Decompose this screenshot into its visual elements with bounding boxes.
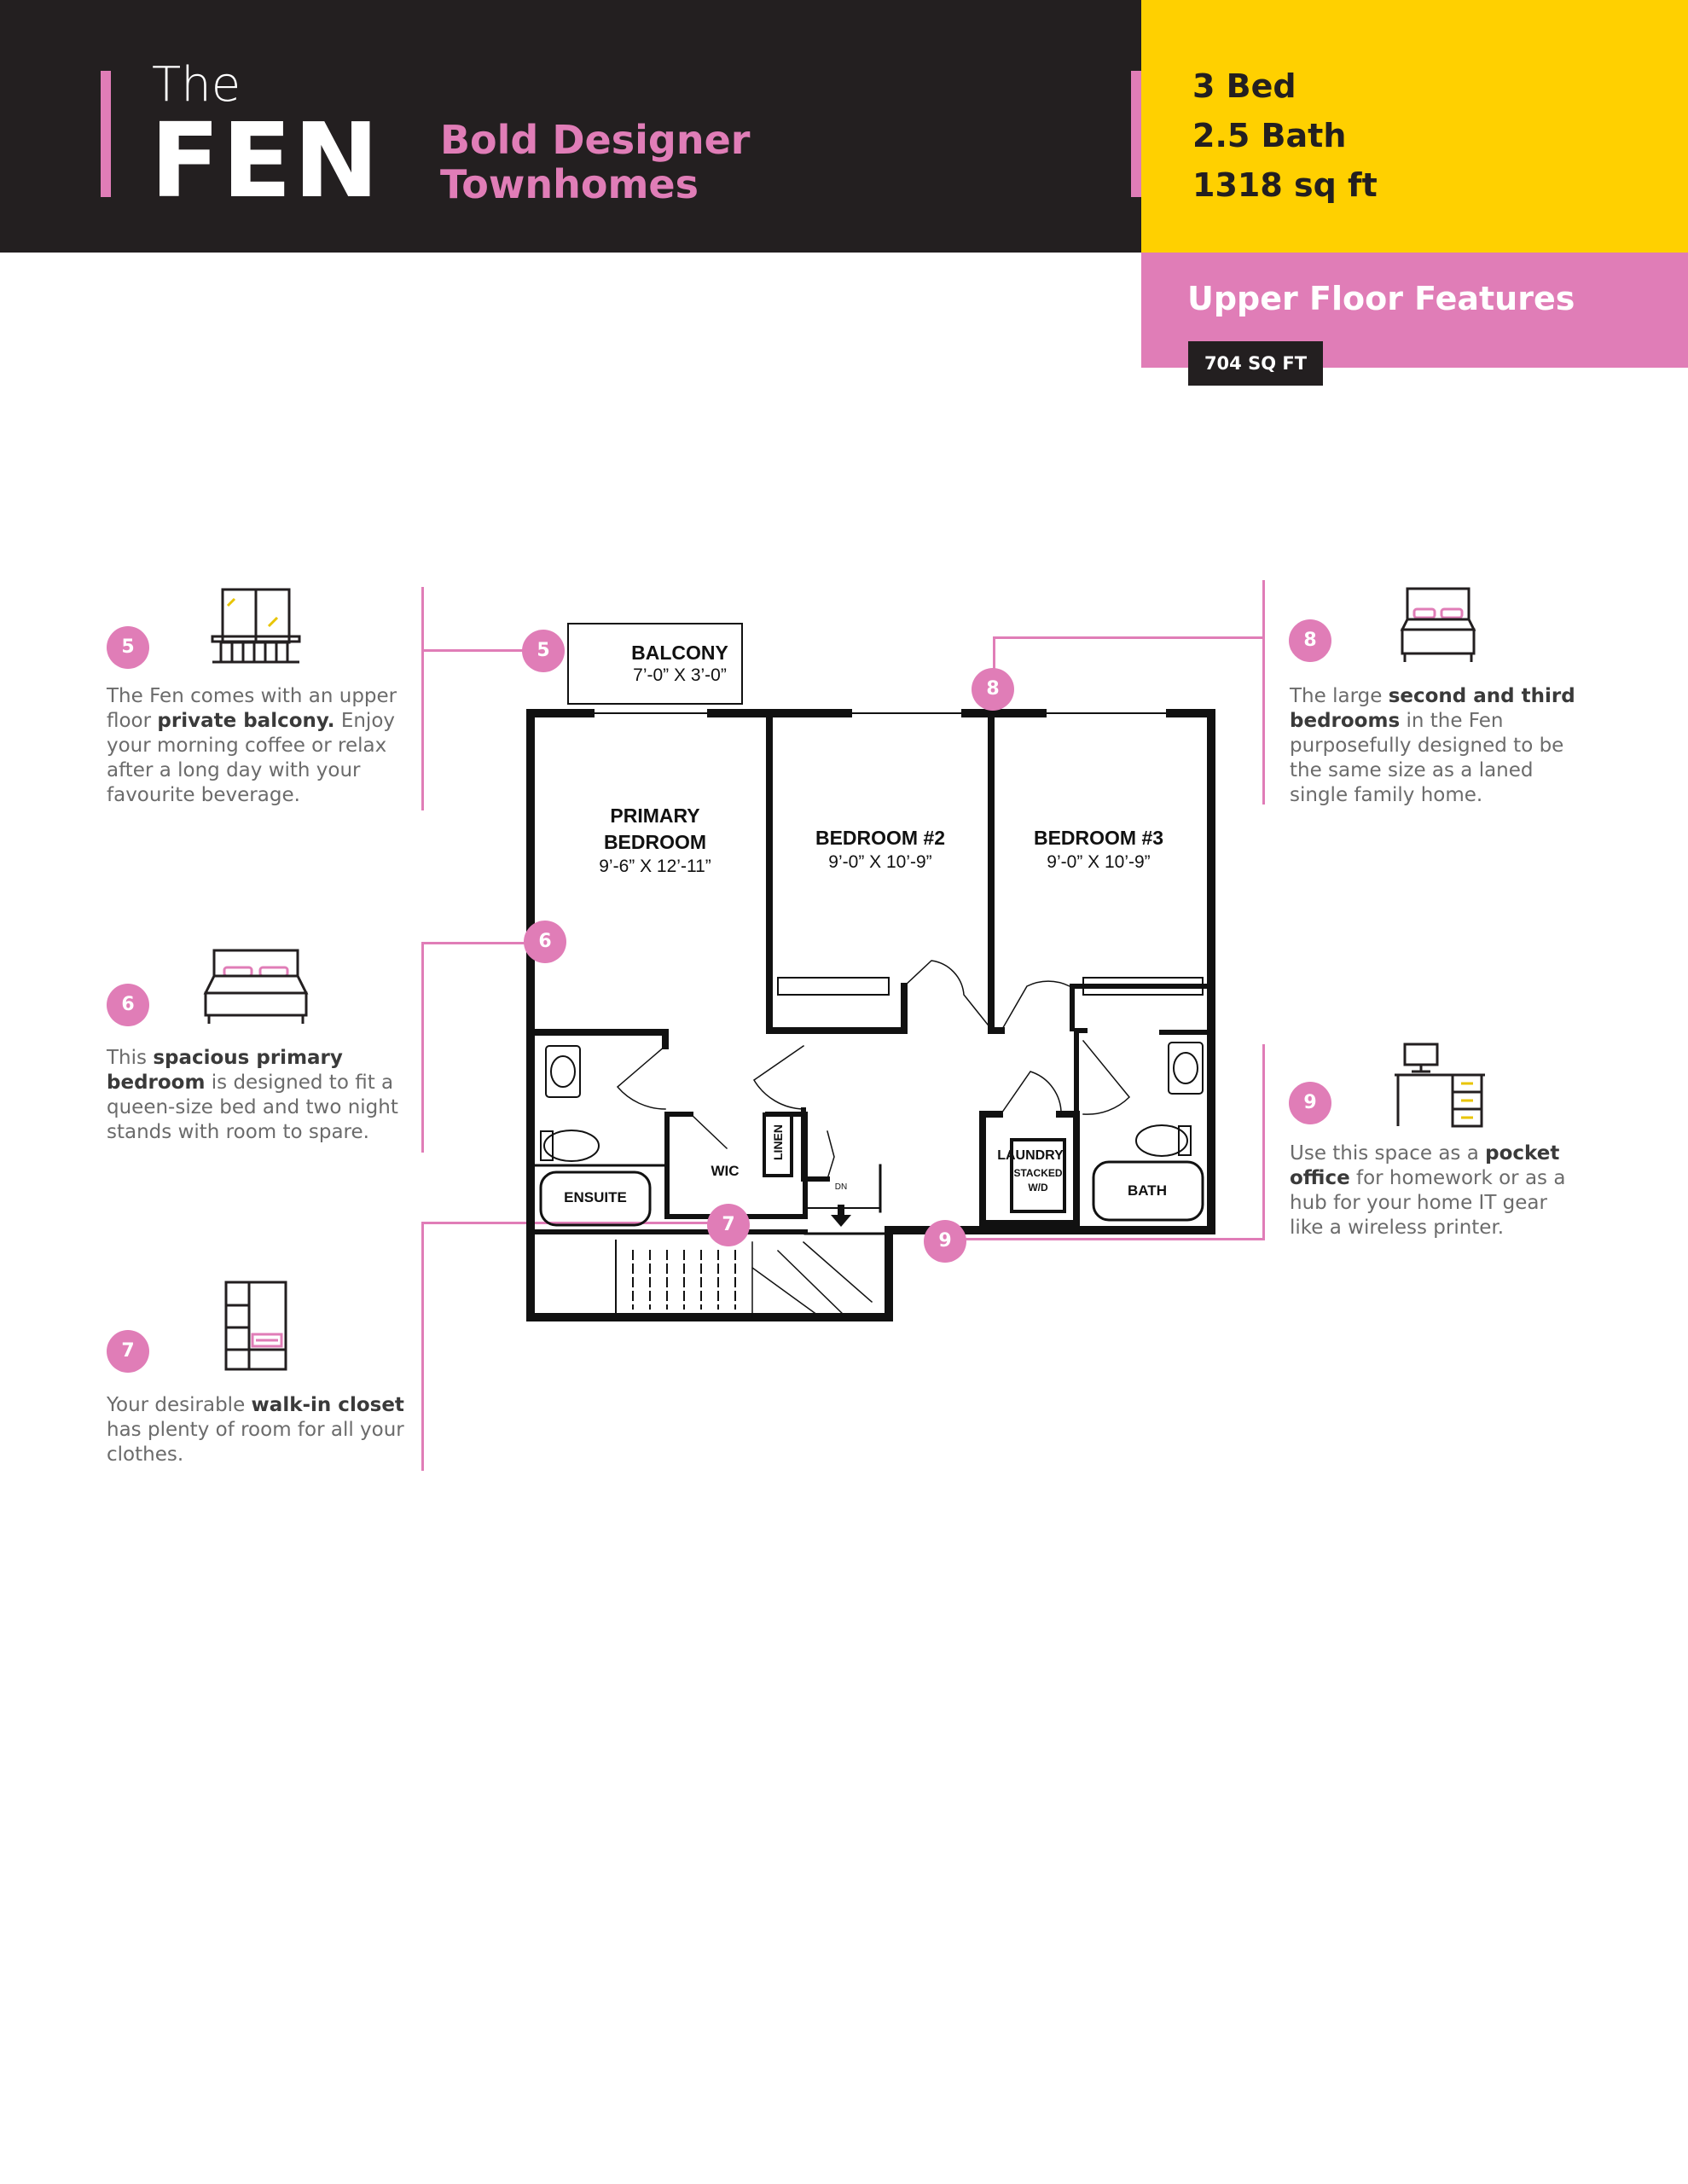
- feature-text-post: for homework or as a hub for your home IT gear like a wireless printer.: [1290, 1167, 1566, 1239]
- stat-sqft: 1318 sq ft: [1192, 166, 1378, 204]
- page-title: FEN: [150, 102, 381, 221]
- feature-text-bold: second and third bedrooms: [1290, 685, 1575, 732]
- callout-line-9: [1262, 1044, 1265, 1240]
- floor-plan-marker-9: 9: [924, 1220, 966, 1263]
- feature-text-walk-in-closet: [107, 1393, 409, 1467]
- bed-icon: [202, 947, 310, 1025]
- sqft-tag: 704 SQ FT: [1188, 341, 1323, 386]
- features-title: Upper Floor Features: [1187, 280, 1575, 317]
- bath-label: BATH: [1128, 1182, 1167, 1199]
- wic-label: WIC: [711, 1163, 740, 1179]
- tagline-line-2: Townhomes: [440, 161, 699, 207]
- floor-plan-marker-7: 7: [707, 1204, 750, 1246]
- callout-line-7: [421, 1222, 424, 1471]
- primary-bedroom-label-line-2: BEDROOM: [603, 831, 707, 853]
- feature-text-post: has plenty of room for all your clothes.: [107, 1419, 404, 1466]
- feature-text-bedrooms: [1290, 684, 1584, 808]
- feature-text-pre: This: [107, 1047, 154, 1069]
- feature-text-bold: spacious primary bedroom: [107, 1047, 343, 1094]
- callout-line-5: [421, 587, 424, 810]
- bedroom-2-label: BEDROOM #2: [815, 827, 946, 849]
- stacked-wd-line-1: STACKED: [1013, 1167, 1063, 1179]
- tagline-line-1: Bold Designer: [440, 117, 751, 163]
- feature-text-pre: Your desirable: [107, 1394, 252, 1416]
- feature-text-balcony: [107, 684, 414, 808]
- title-prefix: The: [152, 57, 241, 113]
- feature-badge-6: 6: [107, 984, 149, 1026]
- feature-text-pre: The large: [1290, 685, 1389, 707]
- balcony-dimensions: 7’-0” X 3’-0”: [633, 665, 727, 685]
- floor-plan-marker-6: 6: [524, 921, 566, 963]
- closet-icon: [223, 1280, 288, 1372]
- floor-plan-drawing: [522, 619, 1221, 1327]
- feature-text-bold: pocket office: [1290, 1142, 1560, 1189]
- feature-text-bold: private balcony.: [157, 710, 335, 732]
- bedroom-3-dimensions: 9’-0” X 10’-9”: [1047, 852, 1151, 872]
- bedroom-2-dimensions: 9’-0” X 10’-9”: [828, 852, 932, 872]
- feature-badge-5: 5: [107, 626, 149, 669]
- tagline: [440, 118, 750, 206]
- balcony-label: BALCONY: [631, 642, 728, 664]
- linen-label: LINEN: [771, 1124, 785, 1160]
- balcony-icon: [209, 587, 303, 672]
- feature-text-post: Enjoy your morning coffee or relax after a long day with your favourite beverage.: [107, 710, 396, 806]
- primary-bedroom-label: [570, 803, 740, 856]
- stat-baths: 2.5 Bath: [1192, 117, 1347, 154]
- title-accent-bar: [101, 71, 111, 197]
- down-stairs-label: DN: [834, 1182, 848, 1192]
- feature-badge-9: 9: [1289, 1082, 1331, 1124]
- feature-text-post: is designed to fit a queen-size bed and two night stands with room to spare.: [107, 1072, 398, 1143]
- stacked-wd-line-2: W/D: [1028, 1182, 1048, 1194]
- feature-badge-7: 7: [107, 1330, 149, 1373]
- stat-beds: 3 Bed: [1192, 67, 1296, 105]
- callout-line-6: [421, 942, 424, 1153]
- stacked-wd-label: [1012, 1166, 1064, 1195]
- floor-plan: [522, 619, 1221, 1327]
- floor-plan-marker-5: 5: [522, 630, 565, 672]
- floor-plan-marker-8: 8: [972, 668, 1014, 711]
- desk-icon: [1393, 1043, 1487, 1128]
- home-stats: [1192, 61, 1378, 210]
- ensuite-label: ENSUITE: [564, 1189, 627, 1205]
- feature-text-bold: walk-in closet: [251, 1394, 404, 1416]
- feature-text-pre: Use this space as a: [1290, 1142, 1486, 1165]
- feature-badge-8: 8: [1289, 619, 1331, 662]
- feature-text-pre: The Fen comes with an upper floor: [107, 685, 397, 732]
- primary-bedroom-dimensions: 9’-6” X 12’-11”: [599, 857, 711, 876]
- bed-icon: [1399, 585, 1477, 664]
- primary-bedroom-label-line-1: PRIMARY: [610, 804, 700, 827]
- callout-line-8: [1262, 580, 1265, 804]
- feature-text-pocket-office: [1290, 1141, 1584, 1240]
- callout-line-5-h: [421, 649, 527, 652]
- stats-accent-bar: [1131, 71, 1141, 197]
- feature-text-primary-bedroom: [107, 1046, 418, 1145]
- bedroom-3-label: BEDROOM #3: [1033, 827, 1164, 849]
- feature-text-post: in the Fen purposefully designed to be the same size as a laned single family home.: [1290, 710, 1564, 806]
- laundry-label: LAUNDRY: [997, 1148, 1064, 1163]
- callout-line-6-h: [421, 942, 529, 944]
